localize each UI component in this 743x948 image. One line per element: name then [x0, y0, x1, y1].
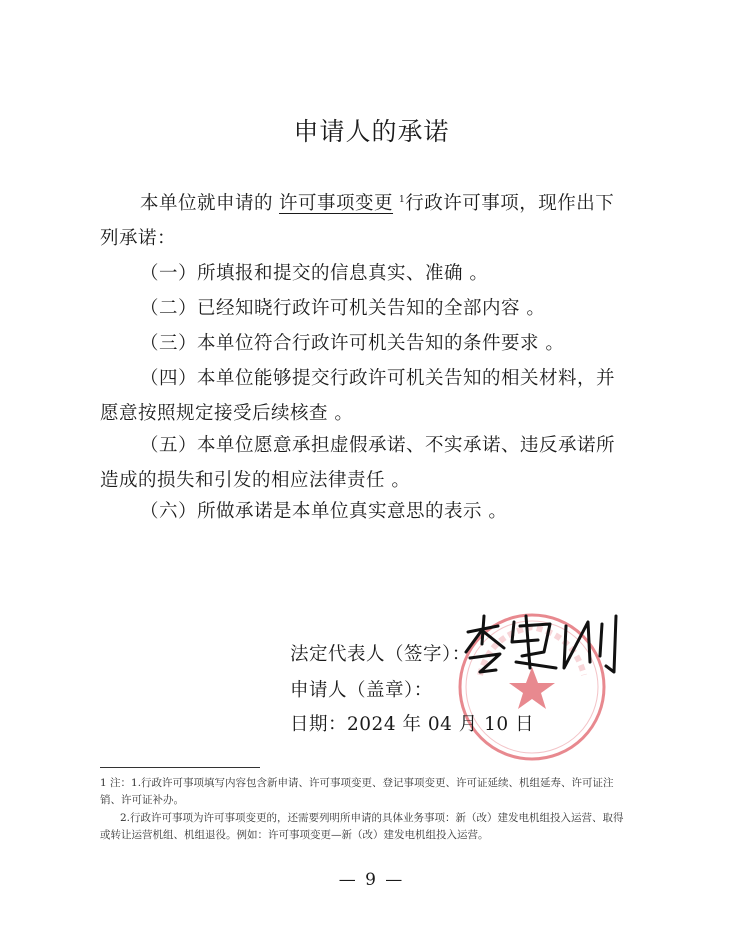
commitment-item-4: （四）本单位能够提交行政许可机关告知的相关材料，并愿意按照规定接受后续核查 。: [100, 368, 616, 424]
date-label: 日期：: [290, 714, 348, 735]
commitment-item-5: （五）本单位愿意承担虚假承诺、不实承诺、违反承诺所造成的损失和引发的相应法律责任 。: [100, 435, 616, 491]
permit-type-field: 许可事项变更: [279, 193, 394, 214]
date-line: [290, 710, 534, 736]
footnote-2: 2.行政许可事项为许可事项变更的，还需要列明所申请的具体业务事项：新（改）建发电机组投入运营、取得或转让运营机组、机组退役。例如：许可事项变更—新（改）建发电机组投入运营。: [100, 812, 624, 841]
intro-prefix: 本单位就申请的: [140, 193, 274, 214]
page-number: — 9 —: [338, 870, 405, 890]
page-title: 申请人的承诺: [293, 117, 450, 146]
intro-paragraph: [100, 186, 630, 256]
date-value: 2024 年 04 月 10 日: [347, 714, 535, 735]
applicant-seal-line: [290, 676, 433, 702]
commitment-item-1: （一）所填报和提交的信息真实、准确 。: [140, 263, 489, 284]
footnote-divider: [100, 767, 260, 768]
legal-representative-label: 法定代表人（签字）：: [290, 644, 471, 665]
handwritten-signature: [460, 612, 625, 682]
commitment-item-3: （三）本单位符合行政许可机关告知的条件要求 。: [140, 333, 565, 354]
commitment-item-6: （六）所做承诺是本单位真实意思的表示 。: [140, 501, 508, 522]
commitment-item-2: （二）已经知晓行政许可机关告知的全部内容 。: [140, 298, 546, 319]
footnote-marker: 1: [399, 194, 406, 205]
footnote-1: 1 注：1.行政许可事项填写内容包含新申请、许可事项变更、登记事项变更、许可证延续、机组延寿、许可证注销、许可证补办。: [100, 777, 614, 806]
intro-suffix: 行政许可事项，现作出下列承诺：: [100, 193, 615, 249]
legal-representative-line: [290, 640, 471, 666]
applicant-seal-label: 申请人（盖章）：: [290, 680, 433, 701]
